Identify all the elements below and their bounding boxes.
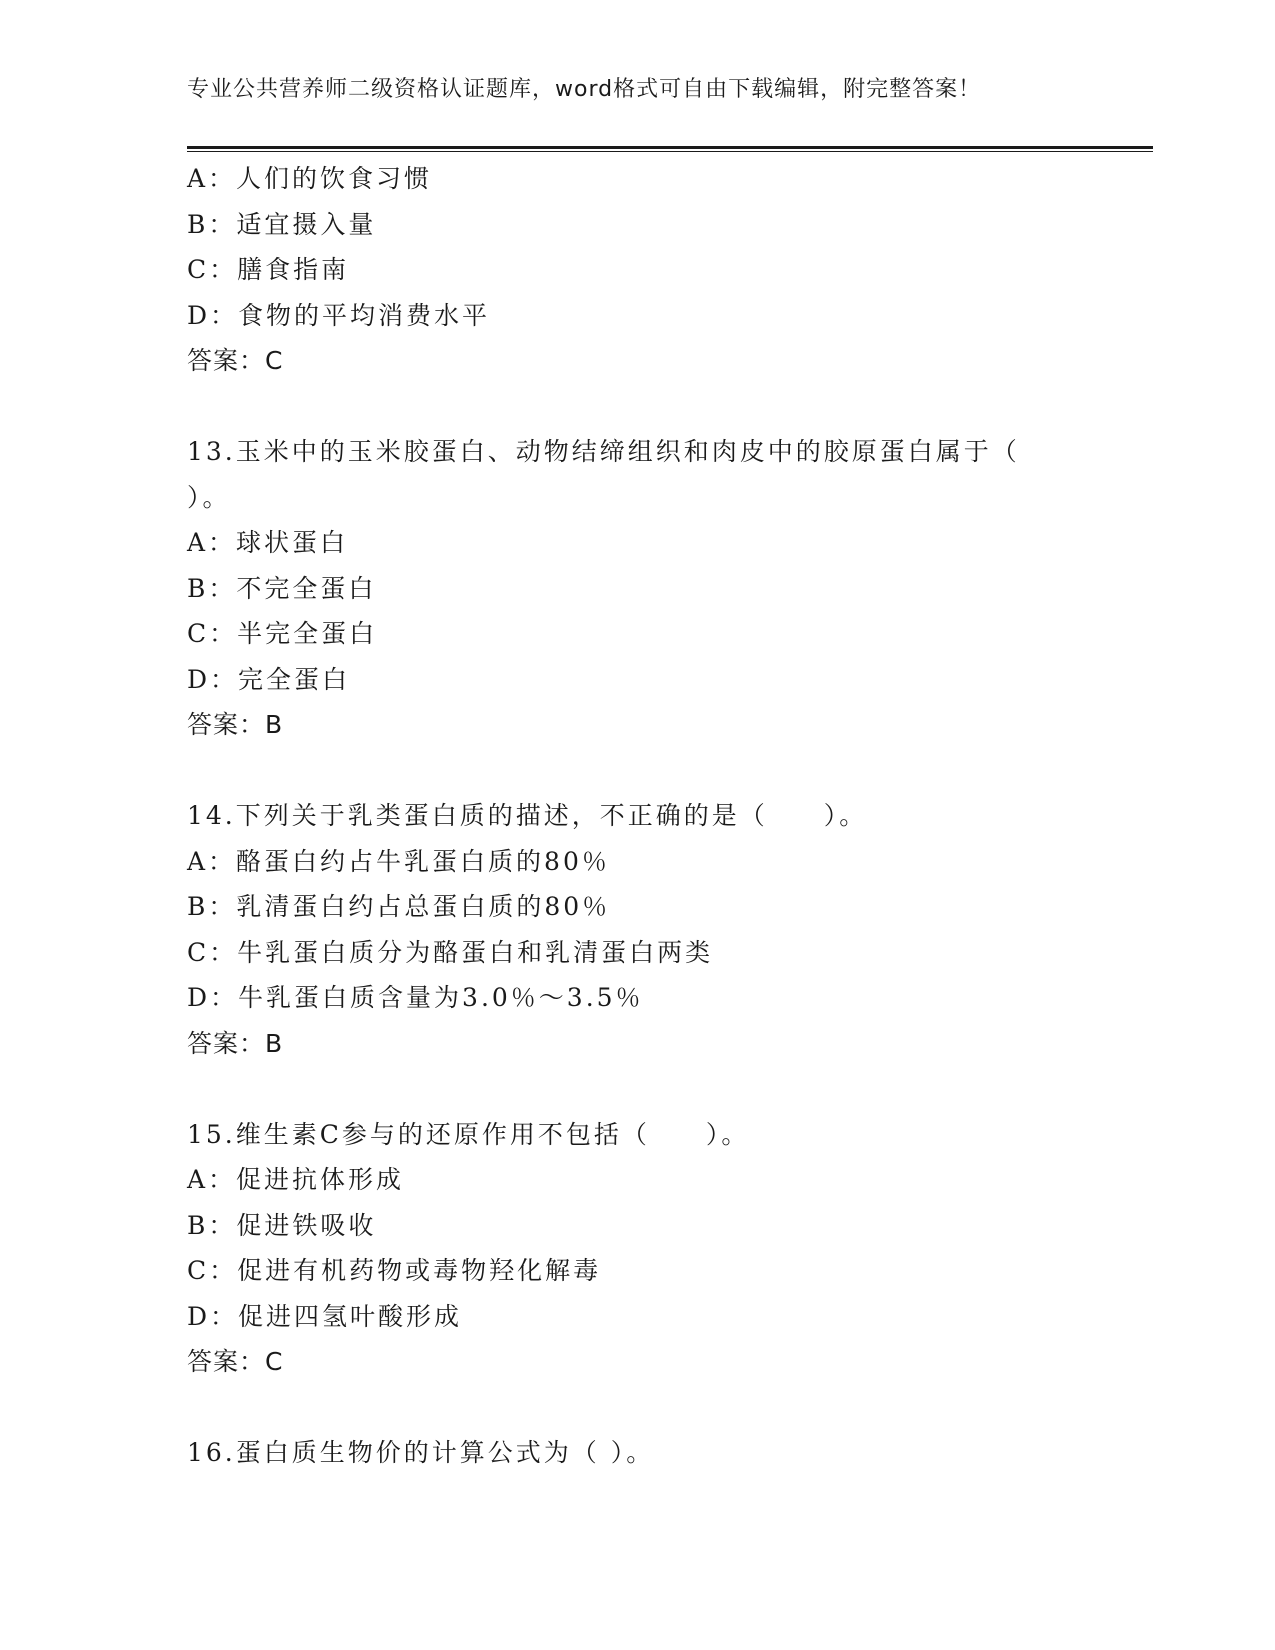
question-stem: 15.维生素C参与的还原作用不包括（ ）。	[187, 1119, 750, 1149]
option-c: C：半完全蛋白	[187, 619, 378, 648]
option-d: D：完全蛋白	[187, 664, 351, 694]
option-b: B：适宜摄入量	[187, 209, 377, 239]
option-d: D：促进四氢叶酸形成	[187, 1301, 463, 1331]
option-c: C：促进有机药物或毒物羟化解毒	[187, 1256, 602, 1285]
option-a: A：促进抗体形成	[187, 1165, 405, 1194]
option-a: A：酪蛋白约占牛乳蛋白质的80％	[187, 846, 610, 876]
option-a: A：球状蛋白	[187, 528, 349, 557]
header-rule-thin	[187, 151, 1153, 152]
question-stem: 14.下列关于乳类蛋白质的描述，不正确的是（ ）。	[187, 801, 868, 830]
option-b: B：促进铁吸收	[187, 1210, 377, 1240]
answer: 答案：C	[187, 1347, 284, 1376]
option-d: D：牛乳蛋白质含量为3.0％～3.5％	[187, 983, 644, 1012]
question-stem: 16.蛋白质生物价的计算公式为（ ）。	[187, 1438, 655, 1467]
answer: 答案：C	[187, 346, 284, 375]
header-rule-thick	[187, 146, 1153, 149]
question-stem: 13.玉米中的玉米胶蛋白、动物结缔组织和肉皮中的胶原蛋白属于（	[187, 437, 1020, 466]
answer: 答案：B	[187, 710, 284, 739]
option-c: C：牛乳蛋白质分为酪蛋白和乳清蛋白两类	[187, 937, 714, 967]
option-b: B：乳清蛋白约占总蛋白质的80％	[187, 892, 611, 921]
option-b: B：不完全蛋白	[187, 573, 377, 603]
option-c: C：膳食指南	[187, 255, 350, 284]
question-list	[187, 156, 1067, 1476]
page-header: 专业公共营养师二级资格认证题库，word格式可自由下载编辑，附完整答案！	[187, 77, 982, 102]
option-a: A：人们的饮食习惯	[187, 164, 433, 193]
answer: 答案：B	[187, 1028, 284, 1058]
option-d: D：食物的平均消费水平	[187, 300, 491, 330]
question-stem-continued: ）。	[187, 482, 231, 512]
